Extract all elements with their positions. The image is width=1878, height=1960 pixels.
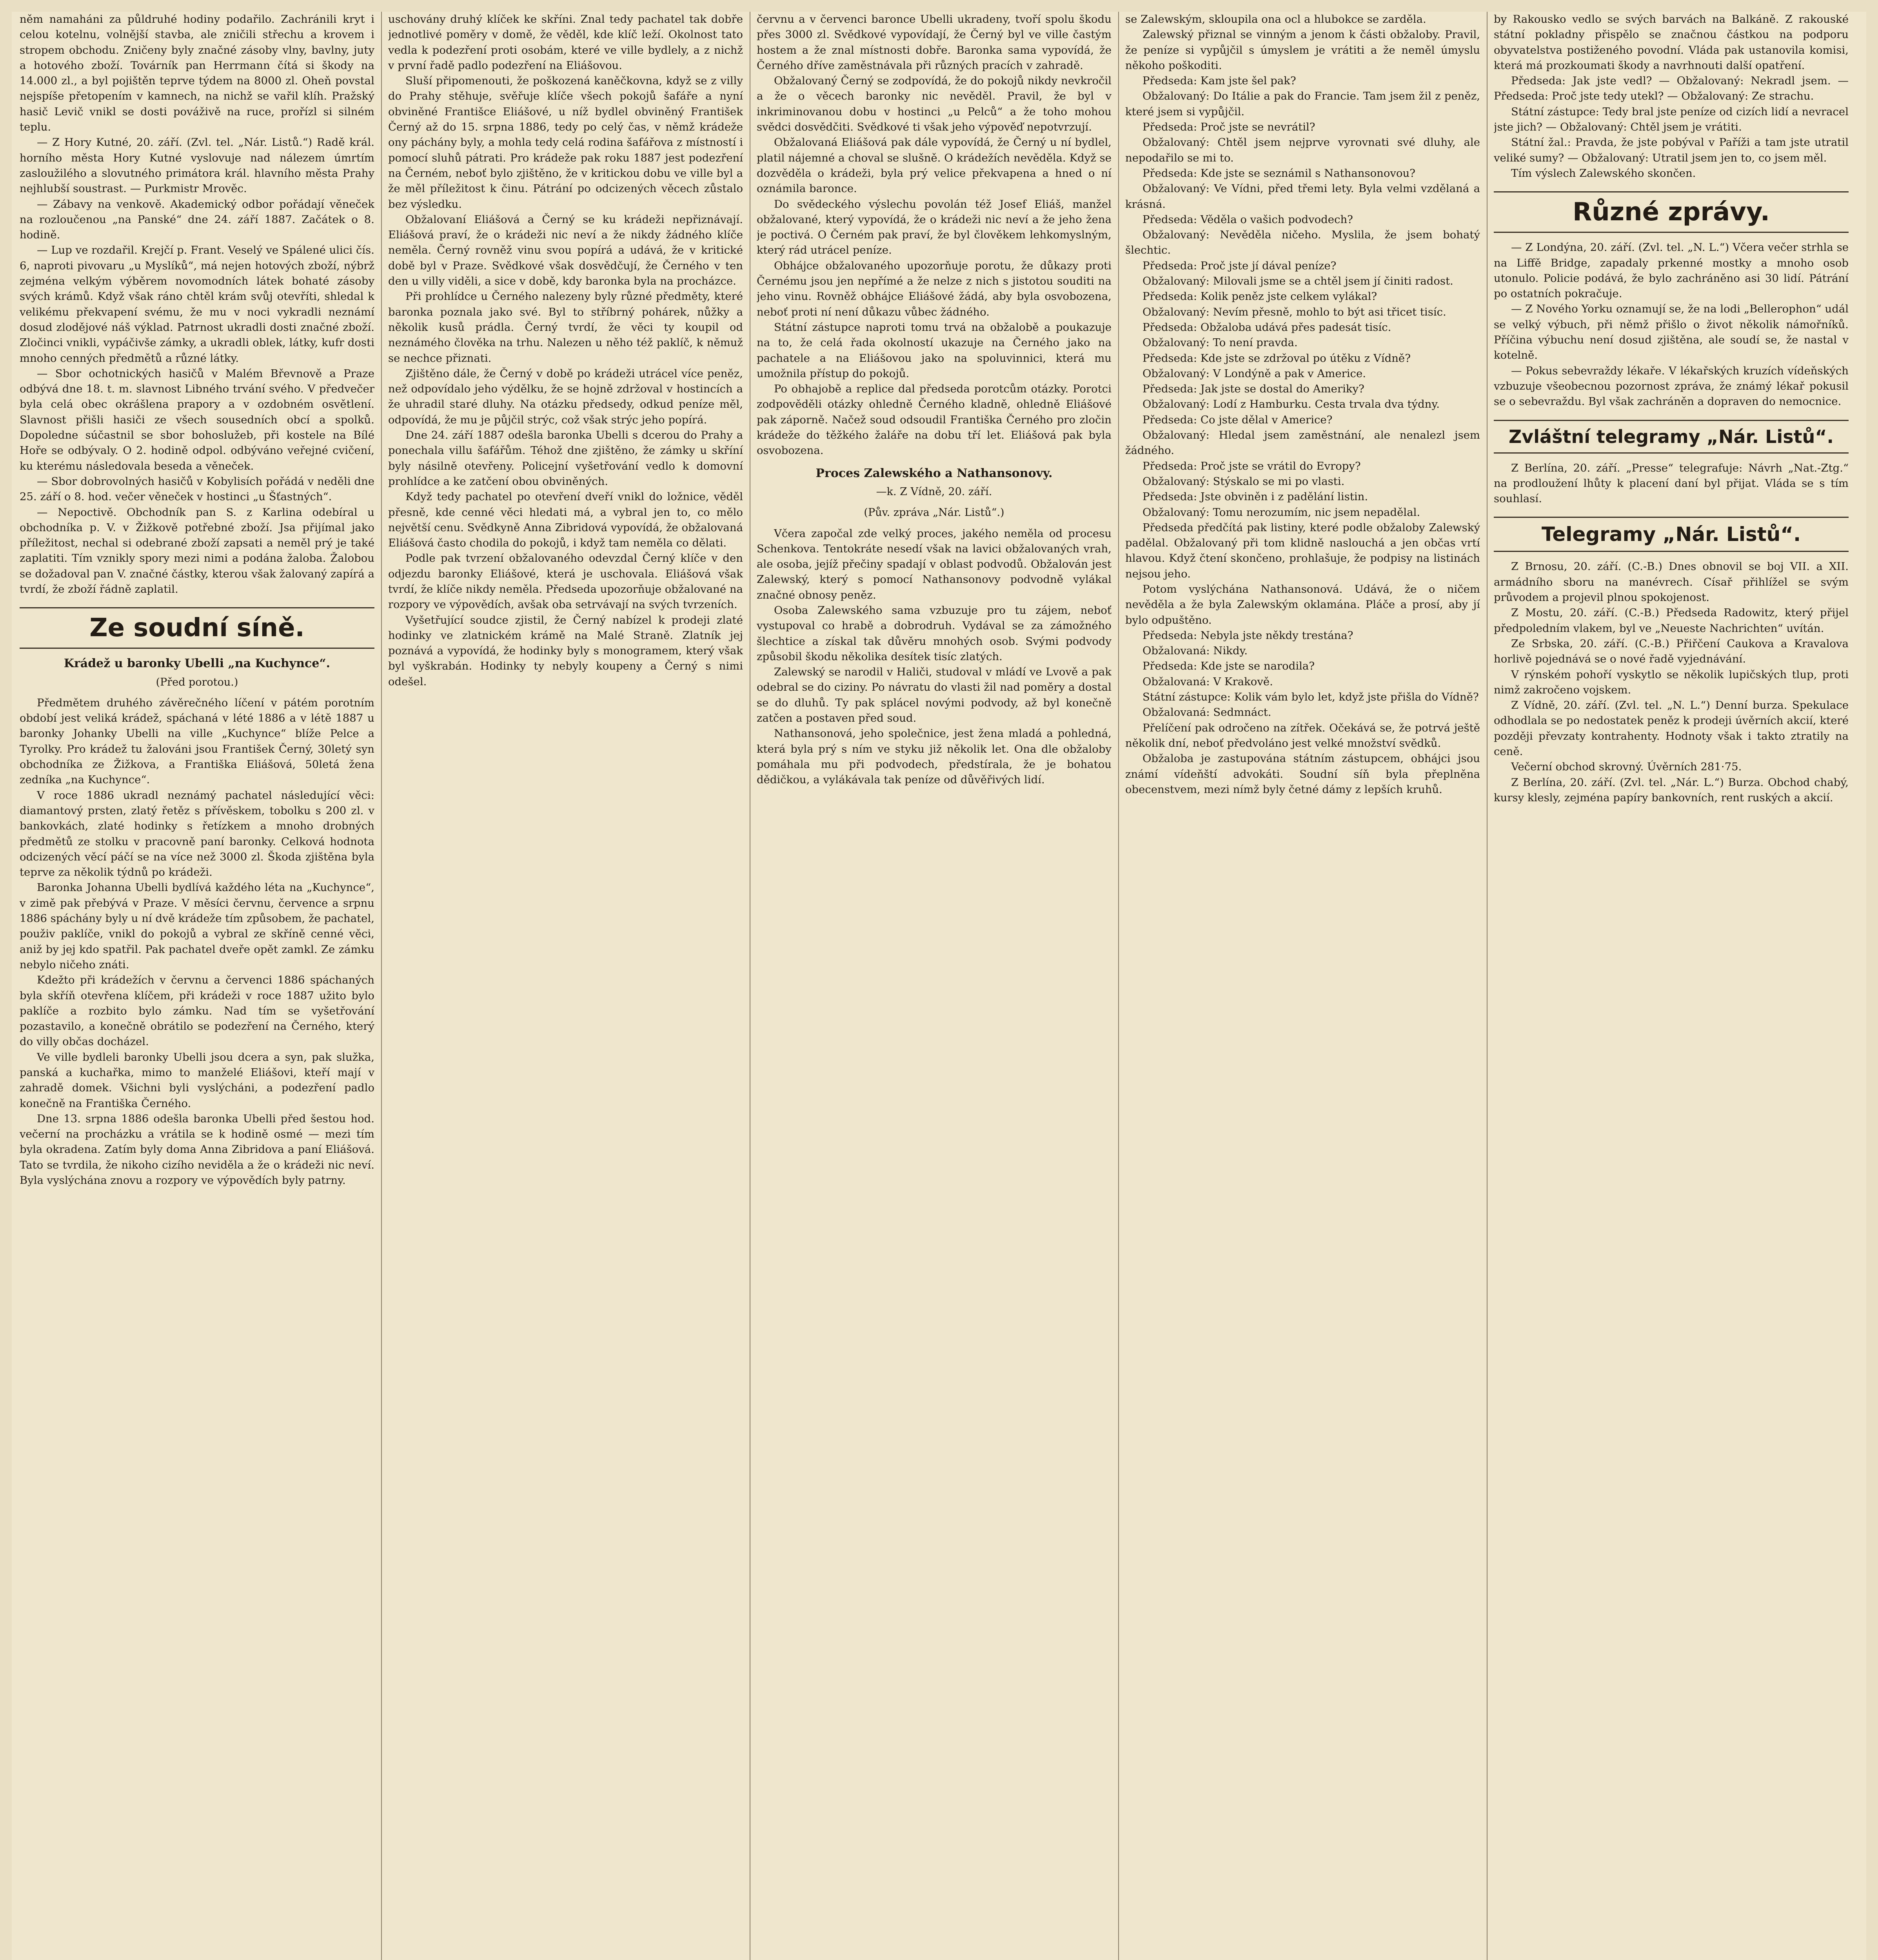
column-3: [757, 12, 1112, 1960]
column-rule: [381, 12, 382, 1960]
paragraph: Státní zástupce: Tedy bral jste peníze od cizích lidí a nevracel jste jich? — Obžalovaný: Chtěl jsem je vrátiti.: [1494, 105, 1849, 134]
paragraph: Přelíčení pak odročeno na zítřek. Očekává se, že potrvá ještě několik dní, neboť předvoláno jest velké množství svědků.: [1125, 721, 1480, 750]
dialogue-line: Předseda: Kde jste se seznámil s Nathansonovou?: [1142, 167, 1415, 180]
dialogue-line: Obžalovaný: Ve Vídni, před třemi lety. Byla velmi vzdělaná a krásná.: [1125, 182, 1480, 211]
paragraph: Státní zástupce naproti tomu trvá na obžalobě a poukazuje na to, že celá řada okolností ukazuje na Černého jako na pachatele a na Eliášovou jako na spoluvinnici, která mu umožnila přístup do pokojů.: [757, 321, 1112, 380]
paragraph: — Pokus sebevraždy lékaře. V lékařských kruzích vídeňských vzbuzuje všeobecnou pozornost zpráva, že známý lékař pokusil se o sebevraždu. Byl však zachráněn a dopraven do nemocnice.: [1494, 364, 1849, 408]
paragraph: Do svědeckého výslechu povolán též Josef Eliáš, manžel obžalované, který vypovídá, že o krádeži nic neví a že jeho žena je poctivá. O Černém pak praví, že byl člověkem lehkomyslným, který rád utrácel peníze.: [757, 198, 1112, 257]
paragraph: Potom vyslýchána Nathansonová. Udává, že o ničem nevěděla a že byla Zalewským oklamána. Pláče a prosí, aby jí bylo odpuštěno.: [1125, 583, 1480, 626]
column-rule: [1487, 12, 1488, 1960]
article-subheadline: (Před porotou.): [156, 676, 238, 688]
paragraph: Státní žal.: Pravda, že jste pobýval v Paříži a tam jste utratil veliké sumy? — Obžalovaný: Utratil jsem jen to, co jsem měl.: [1494, 136, 1849, 164]
paragraph: Obžaloba je zastupována státním zástupcem, obhájci jsou známí vídeňští advokáti. Soudní síň byla přeplněna obecenstvem, mezi nímž byly četné dámy z lepších kruhů.: [1125, 752, 1480, 796]
section-title: Telegramy „Nár. Listů“.: [1494, 517, 1849, 552]
paragraph: — Lup ve rozdařil. Krejčí p. Frant. Veselý ve Spálené ulici čís. 6, naproti pivovaru „u Myslíků“, má nejen hotových zboží, nýbrž zejména velkým výběrem novomodních látek bohaté zásoby svých krámů. Když však ráno chtěl krám svůj otevříti, shledal k velikému překvapení svému, že mu v noci vykradli neznámí dosud zlodějové náš výklad. Patrnost ukradli dosti značné zboží. Zločinci vnikli, vypáčivše zámky, a ukradli oblek, látky, kufr dosti mnoho cenných předmětů a různé látky.: [20, 244, 374, 365]
paragraph: V rýnském pohoří vyskytlo se několik lupičských tlup, proti nimž zakročeno vojskem.: [1494, 668, 1849, 696]
column-rule: [1118, 12, 1119, 1960]
dialogue-line: Obžalovaná: Sedmnáct.: [1142, 706, 1271, 719]
column-1: [20, 12, 374, 1960]
paragraph: Ve ville bydleli baronky Ubelli jsou dcera a syn, pak služka, panská a kuchařka, mimo to manželé Eliášovi, kteří mají v zahradě domek. Všichni byli vyslýcháni, a podezření padlo konečně na Františka Černého.: [20, 1051, 374, 1110]
article-dateline: —k. Z Vídně, 20. září.: [876, 485, 992, 498]
paragraph: Předseda: Jak jste vedl? — Obžalovaný: Nekradl jsem. — Předseda: Proč jste tedy utekl? — Obžalovaný: Ze strachu.: [1494, 74, 1849, 103]
section-title: Různé zprávy.: [1494, 191, 1849, 233]
paragraph: — Z Hory Kutné, 20. září. (Zvl. tel. „Nár. Listů.“) Radě král. horního města Hory Kutné vyslovuje nad nálezem úmrtím zasloužilého a slovutného primátora král. hlavního města Prahy nejhlubší soustrast. — Purkmistr Mrověc.: [20, 136, 374, 195]
dialogue-line: Předseda: Kam jste šel pak?: [1142, 74, 1296, 87]
column-5: [1494, 12, 1849, 1960]
paragraph: Tím výslech Zalewského skončen.: [1511, 167, 1696, 180]
dialogue-line: Obžalovaný: Do Itálie a pak do Francie. Tam jsem žil z peněz, které jsem si vypůjčil.: [1125, 90, 1480, 118]
paragraph: Zjištěno dále, že Černý v době po krádeži utrácel více peněz, než odpovídalo jeho výdělku, že se hojně zdržoval v hostincích a že uhradil staré dluhy. Na otázku předsedy, odkud peníze měl, odpovídá, že mu je půjčil strýc, což však strýc jeho popírá.: [388, 367, 743, 426]
paragraph: Podle pak tvrzení obžalovaného odevzdal Černý klíče v den odjezdu baronky Eliášové, která je uschovala. Eliášová však tvrdí, že klíče nikdy neměla. Předseda upozorňuje obžalované na rozpory ve výpovědích, avšak oba setrvávají na svých tvrzeních.: [388, 552, 743, 611]
paragraph: — Z Londýna, 20. září. (Zvl. tel. „N. L.“) Včera večer strhla se na Liffě Bridge, zapadaly prkenné mostky a mnoho osob utonulo. Policie podává, že bylo zachráněno asi 30 lidí. Pátrání po ostatních pokračuje.: [1494, 241, 1849, 300]
paragraph: Sluší připomenouti, že poškozená kaněčkovna, když se z villy do Prahy stěhuje, svěřuje klíče všech pokojů šafáře a nyní obviněné Františce Eliášové, u níž bydlel obviněný František Černý až do 15. srpna 1886, tedy po celý čas, v němž krádeže ony páchány byly, a mohla tedy celá rodina šafářova z místností i pomocí sluhů pátrati. Pro krádeže pak roku 1887 jest podezření na Černém, neboť bylo zjištěno, že v kritickou dobu ve ville byl a že měl příležitost k činu. Pátrání po odcizených věcech zůstalo bez výsledku.: [388, 74, 743, 211]
dialogue-line: Předseda: Jste obviněn i z padělání listin.: [1142, 490, 1368, 503]
dialogue-line: Obžalovaná: V Krakově.: [1142, 675, 1273, 688]
paragraph: Dne 13. srpna 1886 odešla baronka Ubelli před šestou hod. večerní na procházku a vrátila se k hodině osmé — mezi tím byla okradena. Zatím byly doma Anna Zibridova a paní Eliášová. Tato se tvrdila, že nikoho cizího neviděla a že o krádeži nic neví. Byla vyslýchána znovu a rozpory ve výpovědích byly patrny.: [20, 1112, 374, 1187]
paragraph: něm namaháni za půldruhé hodiny podařilo. Zachránili kryt i celou kotelnu, volnější stavba, ale zničili střechu a krovem i stropem obchodu. Zničeny byly značné zásoby vlny, bavlny, juty a hotového zboží. Továrník pan Herrmann čítá si škody na 14.000 zl., a byl pojištěn teprve týdem na 8000 zl. Oheň povstal nejspíše přetopením v kamnech, na nichž se vařil klíh. Pražský hasič Levič vnikl se dosti pováživě na ruce, prořízl si silném teplu.: [20, 13, 374, 134]
article-headline: Proces Zalewského a Nathansonovy.: [815, 466, 1053, 480]
dialogue-line: Obžalovaný: Hledal jsem zaměstnání, ale nenalezl jsem žádného.: [1125, 429, 1480, 457]
paragraph: Po obhajobě a replice dal předseda porotcům otázky. Porotci zodpověděli otázky ohledně Černého kladně, ohledně Eliášové pak záporně. Načež soud odsoudil Františka Černého pro zločin krádeže do těžkého žaláře na dobu tří let. Eliášová pak byla osvobozena.: [757, 383, 1112, 457]
dialogue-line: Předseda: Věděla o vašich podvodech?: [1142, 213, 1353, 226]
dialogue-line: Předseda: Proč jste se vrátil do Evropy?: [1142, 459, 1361, 472]
paragraph: V roce 1886 ukradl neznámý pachatel následující věci: diamantový prsten, zlatý řetěz s přívěskem, tobolku s 200 zl. v bankovkách, zlaté hodinky s řetízkem a mnoho drobných předmětů ze stolku v pracovně paní baronky. Celková hodnota odcizených věcí páčí se na více než 3000 zl. Škoda zjištěna byla teprve za několik týdnů po krádeži.: [20, 789, 374, 879]
paragraph: Z Berlína, 20. září. „Presse“ telegrafuje: Návrh „Nat.-Ztg.“ na prodloužení lhůty k placení daní byl přijat. Vláda se s tím souhlasí.: [1494, 461, 1849, 505]
dialogue-line: Předseda: Kde jste se zdržoval po útěku z Vídně?: [1142, 352, 1411, 365]
dialogue-line: Obžalovaná: Nikdy.: [1142, 644, 1248, 657]
paragraph: Večerní obchod skrovný. Úvěrních 281·75.: [1511, 760, 1742, 773]
dialogue-line: Předseda: Kde jste se narodila?: [1142, 660, 1315, 673]
paragraph: Obžalovaní Eliášová a Černý se ku krádeži nepřiznávají. Eliášová praví, že o krádeži nic neví a že nikdy žádného klíče neměla. Černý rovněž vinu svou popírá a udává, že v kritické době byl v Praze. Svědkové však dosvědčují, že Černého v ten den u villy viděli, a sice v době, kdy baronka byla na procházce.: [388, 213, 743, 288]
dialogue-line: Obžalovaný: V Londýně a pak v Americe.: [1142, 367, 1366, 380]
paragraph: Z Berlína, 20. září. (Zvl. tel. „Nár. L.“) Burza. Obchod chabý, kursy klesly, zejména papíry bankovních, rent ruských a akcií.: [1494, 776, 1849, 804]
paragraph: Osoba Zalewského sama vzbuzuje pro tu zájem, neboť vystupoval co hrabě a dobrodruh. Vydával se za zámožného šlechtice a získal tak důvěru mnohých osob. Svými podvody způsobil škodu několika desítek tisíc zlatých.: [757, 604, 1112, 663]
paragraph: červnu a v červenci baronce Ubelli ukradeny, tvoří spolu škodu přes 3000 zl. Svědkové vypovídají, že Černý byl ve ville častým hostem a že znal místnosti dobře. Baronka sama vypovídá, že Černého dříve zaměstnávala při různých pracích v zahradě.: [757, 13, 1112, 72]
paragraph: by Rakousko vedlo se svých barvách na Balkáně. Z rakouské státní pokladny přispělo se značnou částkou na podporu obyvatelstva postiženého povodní. Vláda pak ustanovila komisi, která má prozkoumati škody a navrhnouti další opatření.: [1494, 13, 1849, 72]
paragraph: — Sbor dobrovolných hasičů v Kobylisích pořádá v neděli dne 25. září o 8. hod. večer věneček v hostinci „u Šťastných“.: [20, 475, 374, 503]
paragraph: — Z Nového Yorku oznamují se, že na lodi „Bellerophon“ udál se velký výbuch, při němž přišlo o život několik námořníků. Příčina výbuchu není dosud zjištěna, ale soudí se, že nastal v kotelně.: [1494, 303, 1849, 362]
section-title: Ze soudní síně.: [20, 607, 374, 649]
dialogue-line: Obžalovaný: Tomu nerozumím, nic jsem nepadělal.: [1142, 506, 1420, 519]
dialogue-line: Předseda: Jak jste se dostal do Ameriky?: [1142, 383, 1364, 396]
article-source: (Pův. zpráva „Nár. Listů“.): [864, 506, 1004, 519]
paragraph: Když tedy pachatel po otevření dveří vnikl do ložnice, věděl přesně, kde cenné věci hledati má, a vybral jen to, co mělo největší cenu. Svědkyně Anna Zibridová vypovídá, že obžalovaná Eliášová často chodila do pokojů, i když tam neměla co dělati.: [388, 490, 743, 550]
paragraph: uschovány druhý klíček ke skříni. Znal tedy pachatel tak dobře jednotlivé poměry v domě, že věděl, kde klíč leží. Okolnost tato vedla k podezření proti osobám, které ve ville bydlely, a z nichž v první řadě padlo podezření na Eliášovou.: [388, 13, 743, 72]
dialogue-line: Předseda: Kolik peněz jste celkem vylákal?: [1142, 290, 1377, 303]
dialogue-line: Předseda: Obžaloba udává přes padesát tisíc.: [1142, 321, 1391, 334]
paragraph: — Zábavy na venkově. Akademický odbor pořádají věneček na rozloučenou „na Panské“ dne 24. září 1887. Začátek o 8. hodině.: [20, 198, 374, 241]
paragraph: Z Vídně, 20. září. (Zvl. tel. „N. L.“) Denní burza. Spekulace odhodlala se po nedostatek peněz k prodeji úvěrních akcií, které později převzaty kontrahenty. Hodnoty však i takto ztratily na ceně.: [1494, 699, 1849, 758]
section-title: Zvláštní telegramy „Nár. Listů“.: [1494, 420, 1849, 454]
dialogue-line: Obžalovaný: To není pravda.: [1142, 336, 1298, 349]
dialogue-line: Státní zástupce: Kolik vám bylo let, když jste přišla do Vídně?: [1142, 691, 1479, 704]
dialogue-line: Obžalovaný: Lodí z Hamburku. Cesta trvala dva týdny.: [1142, 398, 1440, 411]
dialogue-line: Obžalovaný: Chtěl jsem nejprve vyrovnati své dluhy, ale nepodařilo se mi to.: [1125, 136, 1480, 164]
dialogue-line: Předseda: Proč jste se nevrátil?: [1142, 121, 1315, 134]
paragraph: Ze Srbska, 20. září. (C.-B.) Přiřčení Caukova a Kravalova horlivě pojednává se o nové řadě vyjednávání.: [1494, 637, 1849, 666]
paragraph: Zalewský přiznal se vinným a jenom k části obžaloby. Pravil, že peníze si vypůjčil s úmyslem je vrátiti a že neměl úmyslu někoho poškoditi.: [1125, 28, 1480, 72]
dialogue-line: Předseda: Proč jste jí dával peníze?: [1142, 259, 1337, 272]
dialogue-line: Obžalovaný: Nevím přesně, mohlo to být asi třicet tisíc.: [1142, 305, 1446, 318]
column-4: [1125, 12, 1480, 1960]
paragraph: Kdežto při krádežích v červnu a červenci 1886 spáchaných byla skříň otevřena klíčem, při krádeži v roce 1887 užito bylo paklíče a rozbito bylo zámku. Nad tím se vyšetřování pozastavilo, a konečně obrátilo se podezření na Černého, který do villy občas docházel.: [20, 974, 374, 1048]
paragraph: Vyšetřující soudce zjistil, že Černý nabízel k prodeji zlaté hodinky ve zlatnickém krámě na Malé Straně. Zlatník jej poznává a vypovídá, že hodinky byly s monogramem, který však byl vyškrabán. Hodinky ty nebyly koupeny a Černý s nimi odešel.: [388, 613, 743, 688]
paragraph: Zalewský se narodil v Haliči, studoval v mládí ve Lvově a pak odebral se do ciziny. Po návratu do vlasti žil nad poměry a dostal se do dluhů. Ty pak splácel novými podvody, až byl konečně zatčen a postaven před soud.: [757, 666, 1112, 725]
paragraph: Z Mostu, 20. září. (C.-B.) Předseda Radowitz, který přijel předpoledním vlakem, byl ve „Neueste Nachrichten“ uvítán.: [1494, 606, 1849, 635]
paragraph: Baronka Johanna Ubelli bydlívá každého léta na „Kuchynce“, v zimě pak přebývá v Praze. V měsíci červnu, července a srpnu 1886 spáchány byly u ní dvě krádeže tím způsobem, že pachatel, použiv paklíče, vnikl do pokojů a vybral ze skříně cenné věci, aniž by jej kdo spatřil. Pak pachatel dveře opět zamkl. Ze zámku nebylo ničeho znáti.: [20, 881, 374, 971]
article-headline: Krádež u baronky Ubelli „na Kuchynce“.: [64, 657, 331, 671]
paragraph: Dne 24. září 1887 odešla baronka Ubelli s dcerou do Prahy a ponechala villu šafářům. Téhož dne zjištěno, že zámky u skříní byly násilně otevřeny. Policejní vyšetřování vedlo k domovní prohlídce a ke zatčení obou obviněných.: [388, 429, 743, 488]
paragraph: Obžalovaná Eliášová pak dále vypovídá, že Černý u ní bydlel, platil nájemné a choval se slušně. O krádežích nevěděla. Když se dozvěděla o krádeži, byla prý velice překvapena a hned o ní oznámila baronce.: [757, 136, 1112, 195]
dialogue-line: Obžalovaný: Nevěděla ničeho. Myslila, že jsem bohatý šlechtic.: [1125, 229, 1480, 257]
paragraph: Předmětem druhého závěrečného líčení v pátém porotním období jest veliká krádež, spáchaná v lété 1886 a v létě 1887 u baronky Johanky Ubelli na ville „Kuchynce“ blíže Pelce a Tyrolky. Pro krádež tu žalováni jsou František Černý, 30letý syn obchodníka ze Žižkova, a Františka Eliášová, 50letá žena zedníka „na Kuchynce“.: [20, 696, 374, 786]
column-2: [388, 12, 743, 1960]
paragraph: Předseda předčítá pak listiny, které podle obžaloby Zalewský padělal. Obžalovaný při tom klidně naslouchá a jen občas vrtí hlavou. Když čtení skončeno, prohlašuje, že podpisy na listinách nejsou jeho.: [1125, 521, 1480, 580]
paragraph: Obžalovaný Černý se zodpovídá, že do pokojů nikdy nevkročil a že o věcech baronky nic nevěděl. Pravil, že byl v inkriminovanou dobu v hostinci „u Pelců“ a že toho mohou svědci dosvědčiti. Svědkové ti však jeho výpověď nepotvrzují.: [757, 74, 1112, 134]
paragraph: Obhájce obžalovaného upozorňuje porotu, že důkazy proti Černému jsou jen nepřímé a že nelze z nich s jistotou souditi na jeho vinu. Rovněž obhájce Eliášové žádá, aby byla osvobozena, neboť proti ní není důkazu vůbec žádného.: [757, 259, 1112, 318]
paragraph: — Sbor ochotnických hasičů v Malém Břevnově a Praze odbývá dne 18. t. m. slavnost Libného trvání svého. V předvečer byla celá obec okrášlena prapory a v ozdobném osvětlení. Slavnost přišli hasiči ze všech sousedních obcí a spolků. Dopoledne súčastnil se sbor bohoslužeb, při kostele na Bílé Hoře se odbývaly. O 2. hodině odpol. odbýváno veřejné cvičení, ku kterému následovala beseda a věneček.: [20, 367, 374, 472]
paragraph: Včera započal zde velký proces, jakého neměla od procesu Schenkova. Tentokráte nesedí však na lavici obžalovaných vrah, ale osoba, jejíž přečiny spadají v oblast podvodů. Obžalován jest Zalewský, který s pomocí Nathansonovy podvodně vylákal značné obnosy peněz.: [757, 527, 1112, 601]
newspaper-page: [12, 12, 1866, 1960]
paragraph: Nathansonová, jeho společnice, jest žena mladá a pohledná, která byla prý s ním ve styku již několik let. Ona dle obžaloby pomáhala mu při podvodech, předstírala, že je bohatou dědičkou, a vylákávala tak peníze od důvěřivých lidí.: [757, 727, 1112, 786]
dialogue-line: Obžalovaný: Stýskalo se mi po vlasti.: [1142, 475, 1345, 488]
dialogue-line: Předseda: Nebyla jste někdy trestána?: [1142, 629, 1353, 642]
dialogue-line: Předseda: Co jste dělal v Americe?: [1142, 413, 1333, 426]
paragraph: Při prohlídce u Černého nalezeny byly různé předměty, které baronka poznala jako své. Byl to stříbrný pohárek, nůžky a několik kusů prádla. Černý tvrdí, že věci ty koupil od neznámého člověka na trhu. Nalezen u něho též paklíč, k němuž se nechce přiznati.: [388, 290, 743, 365]
paragraph: se Zalewským, skloupila ona ocl a hlubokce se zarděla.: [1125, 13, 1426, 25]
paragraph: — Nepoctivě. Obchodník pan S. z Karlina odebíral u obchodníka p. V. v Žižkově potřebné zboží. Jsa přijímal jako příležitost, nechal si odebrané zboží zapsati a neměl prý je také zaplatiti. Tím vznikly spory mezi nimi a podána žaloba. Žalobou se dožadoval pan V. značné částky, kterou však žalovaný zapírá a tvrdí, že zboží řádně zaplatil.: [20, 506, 374, 595]
paragraph: Z Brnosu, 20. září. (C.-B.) Dnes obnovil se boj VII. a XII. armádního sboru na manévrech. Císař přihlížel se svým průvodem a projevil plnou spokojenost.: [1494, 560, 1849, 604]
dialogue-line: Obžalovaný: Milovali jsme se a chtěl jsem jí činiti radost.: [1142, 275, 1453, 288]
